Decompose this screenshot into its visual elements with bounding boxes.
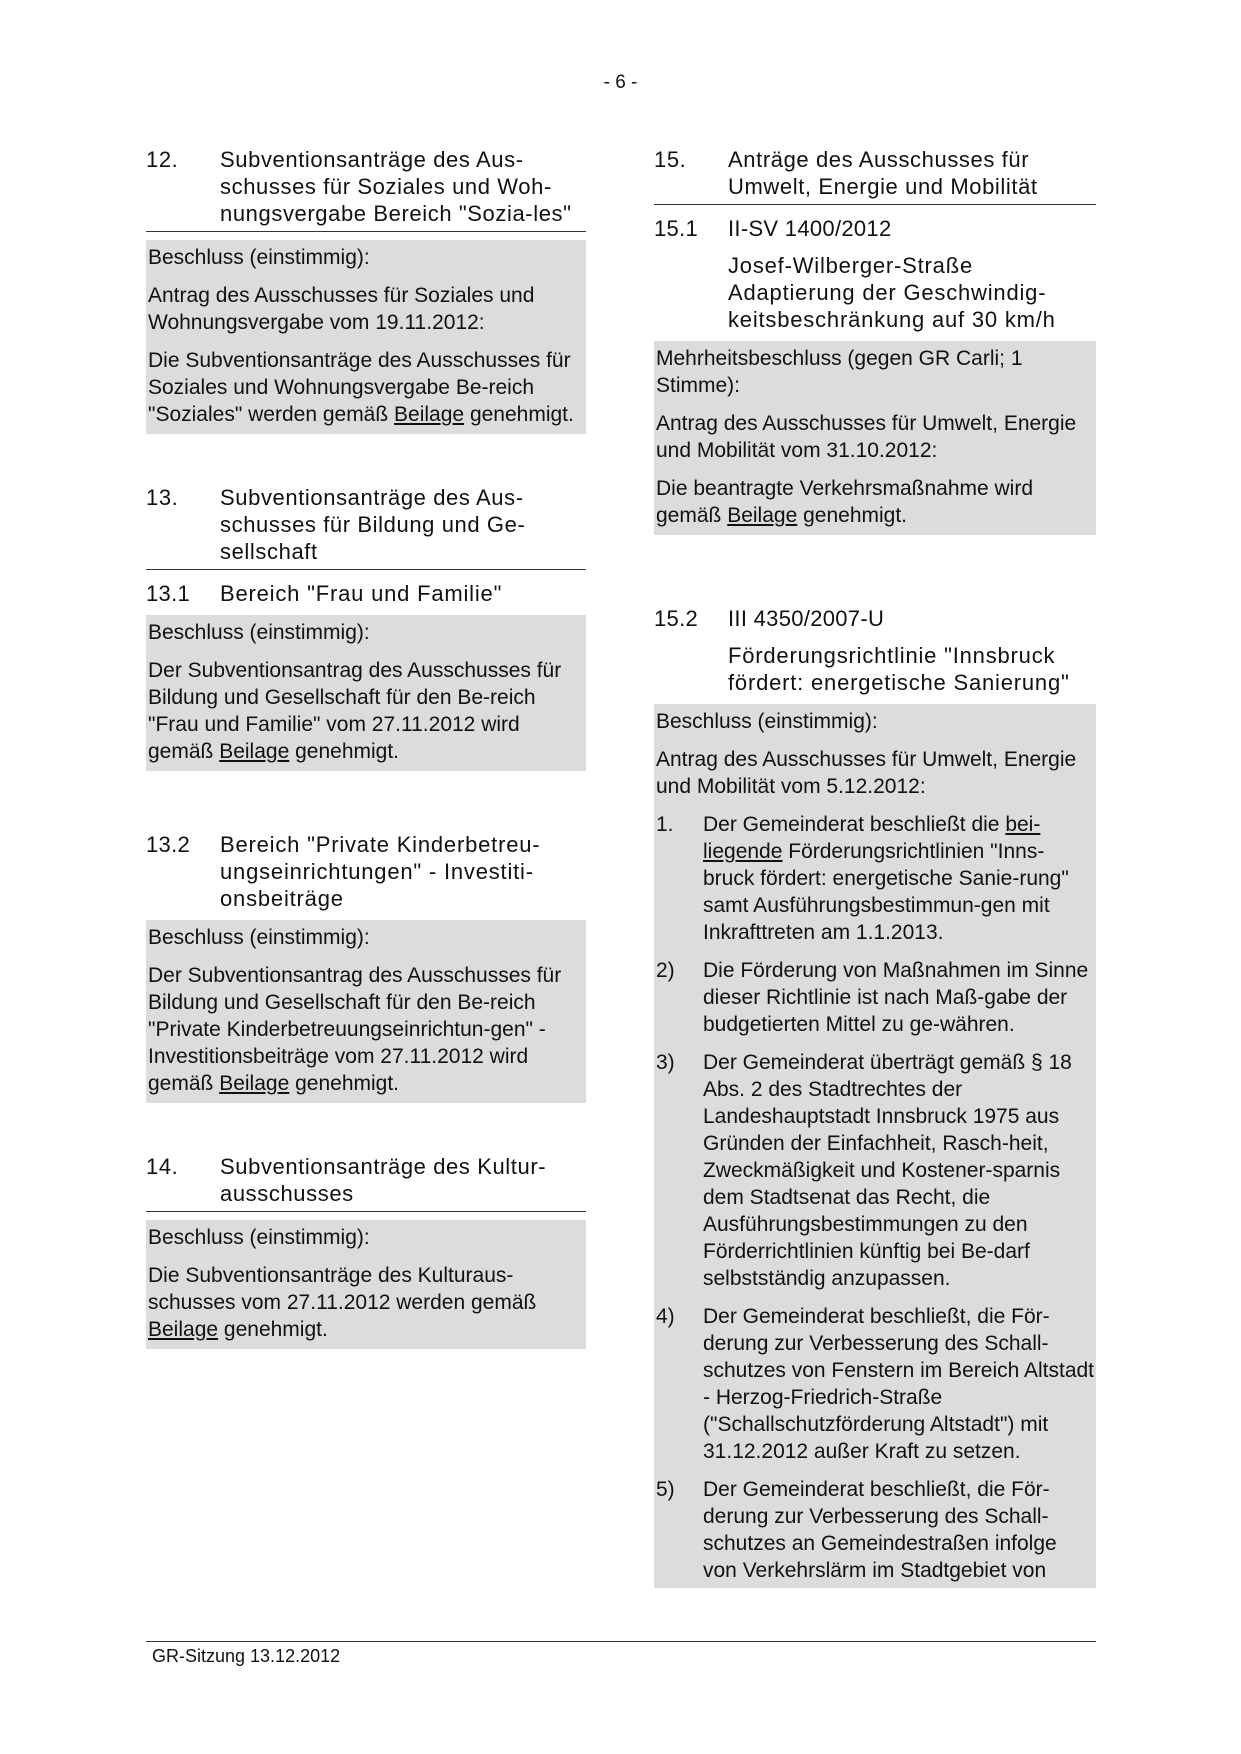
decision-text: Der Subventionsantrag des Ausschusses für Bildung und Gesellschaft für den Be-reich "Private Kinderbetreuungseinrichtun-gen" - Investitionsbeiträge vom 27.11.2012 wird gemäß Beilage genehmigt. xyxy=(148,964,562,1095)
beiliegende-link[interactable]: bei-liegende xyxy=(703,813,1041,863)
list-text: Der Gemeinderat überträgt gemäß § 18 Abs. 2 des Stadtrechtes der Landeshauptstadt Innsbruck 1975 aus Gründen der Einfachheit, Rasch-heit, Zweckmäßigkeit und Kostener-sparnis dem Stadtsenat das Recht, die Ausführungsbestimmungen zu den Förderrichtlinien künftig bei Be-darf selbstständig anzupassen. xyxy=(703,1051,1072,1290)
item-title: Subventionsanträge des Aus-schusses für Bildung und Ge-sellschaft xyxy=(220,485,526,564)
decision-box xyxy=(654,341,1096,535)
item-14 xyxy=(146,1153,586,1349)
item-number: 13. xyxy=(146,485,179,510)
beilage-link[interactable]: Beilage xyxy=(219,1072,290,1095)
item-title: Anträge des Ausschusses für Umwelt, Energie und Mobilität xyxy=(728,147,1038,199)
list-item xyxy=(656,1476,1094,1584)
list-item xyxy=(656,1049,1094,1292)
item-number: 12. xyxy=(146,147,179,172)
decision-text: Der Subventionsantrag des Ausschusses für Bildung und Gesellschaft für den Be-reich "Frau und Familie" vom 27.11.2012 wird gemäß Beilage genehmigt. xyxy=(148,659,562,763)
footer-text: GR-Sitzung 13.12.2012 xyxy=(152,1646,341,1666)
beilage-link[interactable]: Beilage xyxy=(148,1318,219,1341)
item-13 xyxy=(146,484,586,1103)
list-marker: 1. xyxy=(656,813,674,836)
decision-text: Die Subventionsanträge des Ausschusses für Soziales und Wohnungsvergabe Be-reich "Soziales" werden gemäß Beilage genehmigt. xyxy=(148,349,574,426)
list-text: Der Gemeinderat beschließt, die För-derung zur Verbesserung des Schall-schutzes an Gemeindestraßen infolge von Verkehrslärm im Stadtgebiet von xyxy=(703,1478,1057,1582)
list-marker: 5) xyxy=(656,1478,675,1501)
decision-box xyxy=(146,920,586,1103)
decision-text: Antrag des Ausschusses für Umwelt, Energie und Mobilität vom 5.12.2012: xyxy=(656,748,1077,798)
list-item xyxy=(656,1303,1094,1465)
list-item xyxy=(656,811,1094,946)
item-heading xyxy=(146,484,586,570)
list-text: Der Gemeinderat beschließt die bei-liegende Förderungsrichtlinien "Inns-bruck fördert: energetische Sanie-rung" samt Ausführungsbestimmun-gen mit Inkrafttreten am 1.1.2013. xyxy=(703,813,1069,944)
subitem-reference: III 4350/2007-U xyxy=(728,606,885,631)
decision-text: Antrag des Ausschusses für Umwelt, Energie und Mobilität vom 31.10.2012: xyxy=(656,412,1077,462)
subitem-number: 15.1 xyxy=(654,216,699,241)
item-number: 15. xyxy=(654,147,687,172)
decision-box xyxy=(146,1220,586,1349)
decision-text: Die beantragte Verkehrsmaßnahme wird gemäß Beilage genehmigt. xyxy=(656,477,1034,527)
decision-label: Beschluss (einstimmig): xyxy=(656,710,878,733)
resolution-list xyxy=(656,811,1094,1584)
footer-divider xyxy=(146,1641,1096,1642)
subitem-title: Bereich "Frau und Familie" xyxy=(220,581,503,606)
subitem-title: Förderungsrichtlinie "Innsbruck fördert: energetische Sanierung" xyxy=(728,643,1070,695)
subitem-title: Josef-Wilberger-Straße Adaptierung der Geschwindig-keitsbeschränkung auf 30 km/h xyxy=(728,253,1056,332)
list-text: Die Förderung von Maßnahmen im Sinne dieser Richtlinie ist nach Maß-gabe der budgetierten Mittel zu ge-währen. xyxy=(703,959,1089,1036)
decision-box xyxy=(146,240,586,434)
beilage-link[interactable]: Beilage xyxy=(727,504,798,527)
subitem-title: Bereich "Private Kinderbetreu-ungseinrichtungen" - Investiti-onsbeiträge xyxy=(220,832,541,911)
list-text: Der Gemeinderat beschließt, die För-derung zur Verbesserung des Schall-schutzes von Fenstern im Bereich Altstadt - Herzog-Friedrich-Straße ("Schallschutzförderung Altstadt") mit 31.12.2012 außer Kraft zu setzen. xyxy=(703,1305,1095,1463)
decision-text: Antrag des Ausschusses für Soziales und Wohnungsvergabe vom 19.11.2012: xyxy=(148,284,535,334)
item-12 xyxy=(146,146,586,434)
subitem-number: 13.2 xyxy=(146,832,191,857)
subitem-heading xyxy=(146,831,586,912)
subitem-reference: II-SV 1400/2012 xyxy=(728,216,892,241)
decision-text: Die Subventionsanträge des Kulturaus-schusses vom 27.11.2012 werden gemäß Beilage genehmigt. xyxy=(148,1264,537,1341)
left-column xyxy=(146,146,586,1349)
subitem-heading xyxy=(654,215,1096,242)
beilage-link[interactable]: Beilage xyxy=(394,403,465,426)
item-heading xyxy=(146,146,586,232)
list-marker: 4) xyxy=(656,1305,675,1328)
beilage-link[interactable]: Beilage xyxy=(219,740,290,763)
item-title: Subventionsanträge des Aus-schusses für Soziales und Woh-nungsvergabe Bereich "Sozia-les" xyxy=(220,147,572,226)
decision-label: Mehrheitsbeschluss (gegen GR Carli; 1 Stimme): xyxy=(656,347,1023,397)
item-15 xyxy=(654,146,1096,1588)
subitem-number: 15.2 xyxy=(654,606,699,631)
item-heading xyxy=(146,1153,586,1212)
subitem-number: 13.1 xyxy=(146,581,191,606)
decision-box xyxy=(146,615,586,771)
page-number: - 6 - xyxy=(603,72,638,93)
decision-label: Beschluss (einstimmig): xyxy=(148,246,370,269)
item-title: Subventionsanträge des Kultur-ausschusses xyxy=(220,1154,547,1206)
list-marker: 2) xyxy=(656,959,675,982)
list-marker: 3) xyxy=(656,1051,675,1074)
subitem-heading xyxy=(146,580,586,607)
decision-box xyxy=(654,704,1096,1588)
decision-label: Beschluss (einstimmig): xyxy=(148,1226,370,1249)
item-heading xyxy=(654,146,1096,205)
list-item xyxy=(656,957,1094,1038)
decision-label: Beschluss (einstimmig): xyxy=(148,926,370,949)
item-number: 14. xyxy=(146,1154,179,1179)
right-column xyxy=(654,146,1096,1588)
decision-label: Beschluss (einstimmig): xyxy=(148,621,370,644)
subitem-heading xyxy=(654,605,1096,632)
